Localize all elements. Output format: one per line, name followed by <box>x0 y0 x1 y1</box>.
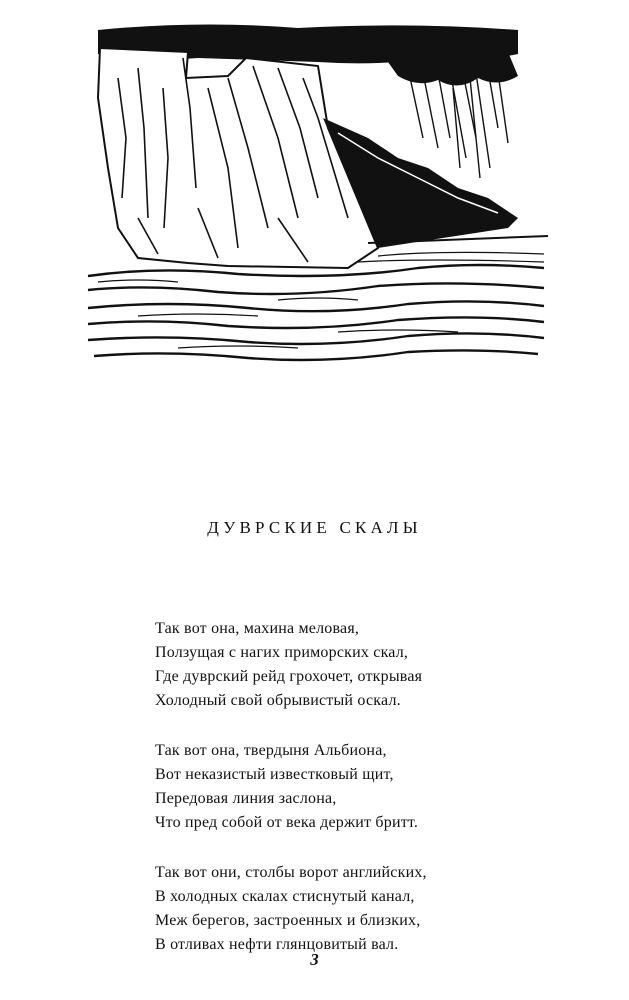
stanza <box>155 617 515 713</box>
sea-waves <box>88 265 544 360</box>
page-number: 3 <box>310 950 319 969</box>
poem-line: Так вот она, махина меловая, <box>155 620 360 637</box>
poem-line: Так вот она, твердыня Альбиона, <box>155 742 387 759</box>
poem-line: Меж берегов, застроенных и близких, <box>155 912 421 929</box>
stanza <box>155 861 515 957</box>
poem-line: Передовая линия заслона, <box>155 790 337 807</box>
poem-line: В отливах нефти глянцовитый вал. <box>155 936 399 953</box>
poem-body <box>155 617 515 983</box>
dover-cliffs-illustration <box>78 18 550 370</box>
storm-cloud-dark <box>378 48 518 86</box>
poem-line: Что пред собой от века держит бритт. <box>155 814 419 831</box>
stanza <box>155 739 515 835</box>
poem-line: Вот неказистый известковый щит, <box>155 766 394 783</box>
poem-line: Где дуврский рейд грохочет, открывая <box>155 668 423 685</box>
poem-title: ДУВРСКИЕ СКАЛЫ <box>207 518 422 537</box>
poem-line: Холодный свой обрывистый оскал. <box>155 692 401 709</box>
poem-line: Так вот они, столбы ворот английских, <box>155 864 427 881</box>
poem-line: Ползущая с нагих приморских скал, <box>155 644 409 661</box>
poem-line: В холодных скалах стиснутый канал, <box>155 888 415 905</box>
